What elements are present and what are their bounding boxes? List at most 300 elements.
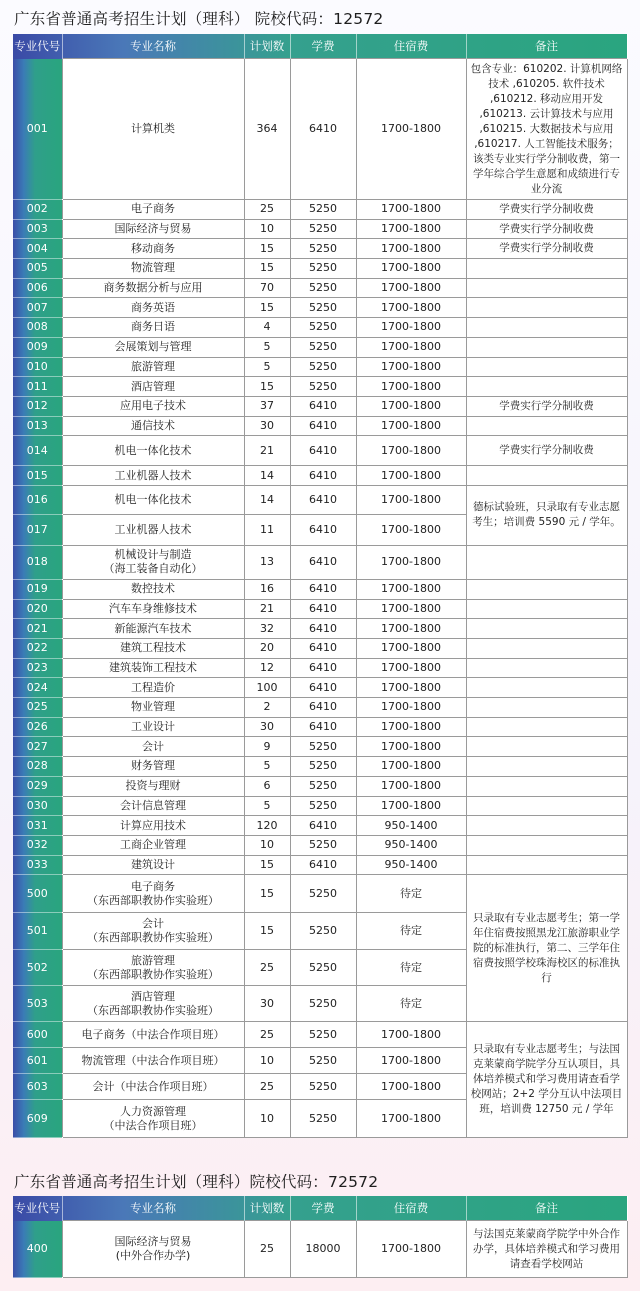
cell-name: 酒店管理 [62, 377, 244, 397]
cell-fee: 6410 [290, 485, 356, 514]
cell-dorm: 待定 [356, 913, 466, 950]
cell-name-line1: 机械设计与制造 [114, 548, 192, 562]
table-row [13, 259, 627, 279]
cell-name-line2: (中外合作办学) [115, 1249, 191, 1262]
cell-dorm: 1700-1800 [356, 639, 466, 659]
cell-name: 数控技术 [62, 579, 244, 599]
cell-plan: 30 [244, 986, 290, 1022]
cell-name: 物流管理（中法合作项目班） [62, 1048, 244, 1074]
table-header-row [13, 1196, 627, 1221]
cell-name: 移动商务 [62, 239, 244, 259]
cell-note [466, 298, 627, 318]
cell-fee: 5250 [290, 796, 356, 816]
cell-fee: 6410 [290, 579, 356, 599]
cell-name: 会展策划与管理 [62, 337, 244, 357]
cell-note [466, 776, 627, 796]
cell-note: 学费实行学分制收费 [466, 396, 627, 416]
cell-name-line2: （东西部职教协作实验班） [87, 967, 219, 981]
cell-plan: 14 [244, 485, 290, 514]
cell-dorm: 待定 [356, 875, 466, 913]
cell-fee: 6410 [290, 816, 356, 836]
header-note: 备注 [466, 1196, 627, 1221]
cell-plan: 25 [244, 950, 290, 986]
cell-code: 003 [13, 219, 62, 239]
cell-plan: 25 [244, 1221, 290, 1278]
cell-name: 应用电子技术 [62, 396, 244, 416]
cell-fee: 5250 [290, 1074, 356, 1100]
table-row [13, 737, 627, 757]
cell-name: 商务日语 [62, 318, 244, 338]
section-title-12572: 广东省普通高考招生计划（理科） 院校代码：12572 [14, 10, 384, 28]
header-fee: 学费 [290, 34, 356, 59]
cell-fee: 6410 [290, 466, 356, 486]
cell-name: 商务英语 [62, 298, 244, 318]
cell-dorm: 1700-1800 [356, 278, 466, 298]
cell-code: 603 [13, 1074, 62, 1100]
cell-fee: 5250 [290, 875, 356, 913]
cell-name-line1: 电子商务 [131, 879, 175, 893]
table-row [13, 436, 627, 466]
cell-fee: 5250 [290, 1100, 356, 1138]
cell-plan: 14 [244, 466, 290, 486]
cell-dorm: 1700-1800 [356, 698, 466, 718]
cell-name: 电子商务 [62, 200, 244, 220]
cell-dorm: 1700-1800 [356, 1074, 466, 1100]
cell-plan: 364 [244, 59, 290, 200]
table-row [13, 855, 627, 875]
cell-code: 023 [13, 658, 62, 678]
table-row [13, 1221, 627, 1278]
cell-dorm: 1700-1800 [356, 514, 466, 545]
cell-name-line1: 国际经济与贸易 [114, 1235, 192, 1248]
cell-code: 021 [13, 619, 62, 639]
table-row [13, 337, 627, 357]
cell-plan: 15 [244, 239, 290, 259]
cell-dorm: 1700-1800 [356, 619, 466, 639]
cell-note: 与法国克莱蒙商学院学中外合作办学，具体培养模式和学习费用请查看学校网站 [466, 1221, 627, 1278]
cell-code: 016 [13, 485, 62, 514]
cell-dorm: 1700-1800 [356, 377, 466, 397]
cell-dorm: 950-1400 [356, 855, 466, 875]
cell-plan: 25 [244, 1022, 290, 1048]
cell-code: 013 [13, 416, 62, 436]
table-row [13, 200, 627, 220]
cell-plan: 10 [244, 1100, 290, 1138]
cell-code: 032 [13, 835, 62, 855]
cell-plan: 2 [244, 698, 290, 718]
cell-name: 机电一体化技术 [62, 485, 244, 514]
table-row [13, 796, 627, 816]
cell-fee: 6410 [290, 59, 356, 200]
cell-note [466, 698, 627, 718]
cell-plan: 15 [244, 298, 290, 318]
cell-plan: 9 [244, 737, 290, 757]
header-code: 专业代号 [13, 34, 62, 59]
cell-plan: 20 [244, 639, 290, 659]
header-note: 备注 [466, 34, 627, 59]
header-fee: 学费 [290, 1196, 356, 1221]
cell-code: 500 [13, 875, 62, 913]
cell-fee: 6410 [290, 717, 356, 737]
cell-dorm: 待定 [356, 950, 466, 986]
cell-note: 学费实行学分制收费 [466, 200, 627, 220]
cell-dorm: 1700-1800 [356, 466, 466, 486]
cell-dorm: 950-1400 [356, 835, 466, 855]
cell-code: 010 [13, 357, 62, 377]
cell-dorm: 1700-1800 [356, 200, 466, 220]
cell-fee: 5250 [290, 200, 356, 220]
cell-name: 国际经济与贸易 [62, 219, 244, 239]
cell-note: 只录取有专业志愿考生；与法国克莱蒙商学院学分互认项目，具体培养模式和学习费用请查看学校网站；2+2 学分互认中法项目班，培训费 12750 元 / 学年 [466, 1022, 627, 1138]
header-name: 专业名称 [62, 1196, 244, 1221]
cell-dorm: 1700-1800 [356, 219, 466, 239]
cell-dorm: 待定 [356, 986, 466, 1022]
cell-dorm: 1700-1800 [356, 545, 466, 579]
cell-name: 财务管理 [62, 757, 244, 777]
cell-dorm: 1700-1800 [356, 599, 466, 619]
cell-code: 601 [13, 1048, 62, 1074]
cell-note [466, 377, 627, 397]
cell-note [466, 337, 627, 357]
cell-fee: 6410 [290, 678, 356, 698]
cell-plan: 120 [244, 816, 290, 836]
cell-fee: 5250 [290, 986, 356, 1022]
header-dorm: 住宿费 [356, 1196, 466, 1221]
cell-note [466, 717, 627, 737]
cell-plan: 16 [244, 579, 290, 599]
cell-code: 014 [13, 436, 62, 466]
cell-code: 502 [13, 950, 62, 986]
cell-plan: 5 [244, 796, 290, 816]
cell-dorm: 1700-1800 [356, 658, 466, 678]
table-row [13, 816, 627, 836]
cell-code: 609 [13, 1100, 62, 1138]
table-row [13, 466, 627, 486]
cell-code: 022 [13, 639, 62, 659]
cell-fee: 6410 [290, 599, 356, 619]
cell-fee: 5250 [290, 219, 356, 239]
cell-dorm: 1700-1800 [356, 737, 466, 757]
cell-code: 024 [13, 678, 62, 698]
cell-code: 020 [13, 599, 62, 619]
cell-fee: 5250 [290, 757, 356, 777]
cell-code: 400 [13, 1221, 62, 1278]
cell-plan: 21 [244, 436, 290, 466]
cell-plan: 15 [244, 875, 290, 913]
cell-dorm: 1700-1800 [356, 357, 466, 377]
header-name: 专业名称 [62, 34, 244, 59]
cell-dorm: 1700-1800 [356, 579, 466, 599]
cell-plan: 15 [244, 259, 290, 279]
cell-fee: 5250 [290, 377, 356, 397]
table-row [13, 678, 627, 698]
cell-code: 029 [13, 776, 62, 796]
cell-plan: 11 [244, 514, 290, 545]
cell-code: 025 [13, 698, 62, 718]
cell-note: 学费实行学分制收费 [466, 436, 627, 466]
cell-plan: 10 [244, 835, 290, 855]
table-row [13, 639, 627, 659]
cell-name: 工商企业管理 [62, 835, 244, 855]
table-row [13, 219, 627, 239]
header-plan: 计划数 [244, 34, 290, 59]
cell-name-line2: （海工装备自动化） [103, 562, 203, 576]
cell-dorm: 1700-1800 [356, 1022, 466, 1048]
cell-note [466, 599, 627, 619]
cell-code: 008 [13, 318, 62, 338]
cell-fee: 6410 [290, 855, 356, 875]
cell-name: 投资与理财 [62, 776, 244, 796]
cell-name: 工程造价 [62, 678, 244, 698]
cell-fee: 5250 [290, 318, 356, 338]
cell-code: 018 [13, 545, 62, 579]
table-row [13, 239, 627, 259]
cell-plan: 10 [244, 219, 290, 239]
cell-code: 015 [13, 466, 62, 486]
cell-note [466, 318, 627, 338]
cell-fee: 5250 [290, 913, 356, 950]
cell-name-line1: 旅游管理 [131, 953, 175, 967]
cell-plan: 13 [244, 545, 290, 579]
cell-note [466, 357, 627, 377]
cell-plan: 100 [244, 678, 290, 698]
cell-name: 计算应用技术 [62, 816, 244, 836]
cell-name-line1: 酒店管理 [131, 989, 175, 1003]
cell-name [62, 950, 244, 986]
cell-name [62, 986, 244, 1022]
cell-plan: 37 [244, 396, 290, 416]
cell-fee: 6410 [290, 698, 356, 718]
cell-code: 002 [13, 200, 62, 220]
table-row [13, 698, 627, 718]
table-row [13, 278, 627, 298]
cell-dorm: 1700-1800 [356, 796, 466, 816]
cell-dorm: 1700-1800 [356, 717, 466, 737]
table-row [13, 59, 627, 200]
cell-note [466, 416, 627, 436]
cell-code: 006 [13, 278, 62, 298]
cell-dorm: 1700-1800 [356, 485, 466, 514]
cell-dorm: 1700-1800 [356, 1221, 466, 1278]
cell-fee: 6410 [290, 416, 356, 436]
cell-plan: 12 [244, 658, 290, 678]
table-row [13, 835, 627, 855]
cell-fee: 5250 [290, 298, 356, 318]
cell-name: 物业管理 [62, 698, 244, 718]
cell-note [466, 259, 627, 279]
cell-fee: 5250 [290, 259, 356, 279]
cell-name [62, 875, 244, 913]
cell-dorm: 1700-1800 [356, 396, 466, 416]
cell-note [466, 757, 627, 777]
cell-fee: 5250 [290, 278, 356, 298]
cell-dorm: 1700-1800 [356, 298, 466, 318]
cell-fee: 5250 [290, 1048, 356, 1074]
cell-name [62, 545, 244, 579]
cell-plan: 25 [244, 200, 290, 220]
cell-dorm: 1700-1800 [356, 59, 466, 200]
header-code: 专业代号 [13, 1196, 62, 1221]
cell-plan: 70 [244, 278, 290, 298]
cell-plan: 10 [244, 1048, 290, 1074]
cell-plan: 5 [244, 337, 290, 357]
table-row [13, 545, 627, 579]
cell-fee: 6410 [290, 639, 356, 659]
cell-fee: 6410 [290, 545, 356, 579]
cell-note: 包含专业：610202. 计算机网络技术 ,610205. 软件技术 ,610212. 移动应用开发 ,610213. 云计算技术与应用 ,610215. 大数据技术与应用 ,610217. 人工智能技术服务；该类专业实行学分制收费，第一学年综合学生意愿和成绩进行专业分流 [466, 59, 627, 200]
cell-name: 建筑设计 [62, 855, 244, 875]
cell-name [62, 1221, 244, 1278]
cell-fee: 6410 [290, 396, 356, 416]
cell-dorm: 1700-1800 [356, 776, 466, 796]
enrollment-plan-table-12572 [13, 34, 628, 1138]
cell-name-line2: （中法合作项目班） [103, 1118, 203, 1132]
cell-code: 600 [13, 1022, 62, 1048]
cell-code: 030 [13, 796, 62, 816]
table-row [13, 776, 627, 796]
cell-fee: 5250 [290, 337, 356, 357]
cell-name-line1: 人力资源管理 [120, 1104, 186, 1118]
cell-fee: 5250 [290, 737, 356, 757]
cell-note: 只录取有专业志愿考生；第一学年住宿费按照黑龙江旅游职业学院的标准执行，第二、三学年住宿费按照学校珠海校区的标准执行 [466, 875, 627, 1022]
cell-dorm: 1700-1800 [356, 436, 466, 466]
cell-name-line2: （东西部职教协作实验班） [87, 1003, 219, 1017]
cell-plan: 25 [244, 1074, 290, 1100]
cell-code: 028 [13, 757, 62, 777]
cell-dorm: 1700-1800 [356, 416, 466, 436]
cell-name [62, 913, 244, 950]
cell-fee: 6410 [290, 514, 356, 545]
table-row [13, 485, 627, 514]
cell-code: 027 [13, 737, 62, 757]
cell-note [466, 737, 627, 757]
header-plan: 计划数 [244, 1196, 290, 1221]
cell-name: 商务数据分析与应用 [62, 278, 244, 298]
cell-code: 011 [13, 377, 62, 397]
cell-name: 会计 [62, 737, 244, 757]
cell-note [466, 639, 627, 659]
cell-plan: 15 [244, 377, 290, 397]
table-row [13, 298, 627, 318]
cell-name: 物流管理 [62, 259, 244, 279]
cell-note [466, 545, 627, 579]
cell-code: 017 [13, 514, 62, 545]
cell-dorm: 950-1400 [356, 816, 466, 836]
header-dorm: 住宿费 [356, 34, 466, 59]
cell-dorm: 1700-1800 [356, 678, 466, 698]
cell-fee: 5250 [290, 776, 356, 796]
cell-code: 004 [13, 239, 62, 259]
cell-fee: 5250 [290, 239, 356, 259]
cell-plan: 21 [244, 599, 290, 619]
cell-note: 学费实行学分制收费 [466, 219, 627, 239]
table-row [13, 875, 627, 913]
cell-plan: 30 [244, 717, 290, 737]
cell-dorm: 1700-1800 [356, 1100, 466, 1138]
cell-plan: 6 [244, 776, 290, 796]
cell-name [62, 1100, 244, 1138]
cell-dorm: 1700-1800 [356, 757, 466, 777]
cell-name: 汽车车身维修技术 [62, 599, 244, 619]
cell-fee: 5250 [290, 357, 356, 377]
cell-note [466, 278, 627, 298]
cell-plan: 4 [244, 318, 290, 338]
cell-fee: 5250 [290, 950, 356, 986]
cell-note [466, 619, 627, 639]
cell-plan: 15 [244, 913, 290, 950]
table-row [13, 599, 627, 619]
cell-name: 会计信息管理 [62, 796, 244, 816]
cell-code: 001 [13, 59, 62, 200]
table-row [13, 416, 627, 436]
cell-plan: 5 [244, 357, 290, 377]
cell-note [466, 678, 627, 698]
cell-name: 建筑工程技术 [62, 639, 244, 659]
cell-note [466, 579, 627, 599]
cell-name: 通信技术 [62, 416, 244, 436]
cell-name: 电子商务（中法合作项目班） [62, 1022, 244, 1048]
cell-fee: 5250 [290, 835, 356, 855]
cell-code: 009 [13, 337, 62, 357]
cell-fee: 6410 [290, 436, 356, 466]
cell-code: 005 [13, 259, 62, 279]
cell-fee: 6410 [290, 619, 356, 639]
cell-fee: 5250 [290, 1022, 356, 1048]
cell-dorm: 1700-1800 [356, 337, 466, 357]
cell-name: 会计（中法合作项目班） [62, 1074, 244, 1100]
cell-name: 工业设计 [62, 717, 244, 737]
cell-code: 012 [13, 396, 62, 416]
cell-name: 新能源汽车技术 [62, 619, 244, 639]
cell-note [466, 855, 627, 875]
cell-plan: 15 [244, 855, 290, 875]
cell-dorm: 1700-1800 [356, 259, 466, 279]
cell-name: 计算机类 [62, 59, 244, 200]
cell-fee: 6410 [290, 658, 356, 678]
cell-dorm: 1700-1800 [356, 1048, 466, 1074]
cell-code: 007 [13, 298, 62, 318]
table-row [13, 357, 627, 377]
cell-name: 工业机器人技术 [62, 466, 244, 486]
cell-name-line2: （东西部职教协作实验班） [87, 931, 219, 945]
table-row [13, 717, 627, 737]
cell-note [466, 796, 627, 816]
cell-name: 旅游管理 [62, 357, 244, 377]
cell-code: 019 [13, 579, 62, 599]
table-row [13, 377, 627, 397]
cell-note: 德标试验班，只录取有专业志愿考生；培训费 5590 元 / 学年。 [466, 485, 627, 545]
cell-name: 机电一体化技术 [62, 436, 244, 466]
cell-dorm: 1700-1800 [356, 239, 466, 259]
cell-plan: 32 [244, 619, 290, 639]
cell-code: 501 [13, 913, 62, 950]
cell-note: 学费实行学分制收费 [466, 239, 627, 259]
table-row [13, 757, 627, 777]
cell-note [466, 835, 627, 855]
cell-name: 建筑装饰工程技术 [62, 658, 244, 678]
cell-note [466, 816, 627, 836]
table-row [13, 396, 627, 416]
cell-dorm: 1700-1800 [356, 318, 466, 338]
cell-name: 工业机器人技术 [62, 514, 244, 545]
cell-code: 503 [13, 986, 62, 1022]
section-title-72572: 广东省普通高考招生计划（理科）院校代码：72572 [14, 1173, 379, 1191]
enrollment-plan-table-72572 [13, 1196, 628, 1278]
cell-fee: 18000 [290, 1221, 356, 1278]
table-row [13, 579, 627, 599]
table-row [13, 318, 627, 338]
table-row [13, 658, 627, 678]
